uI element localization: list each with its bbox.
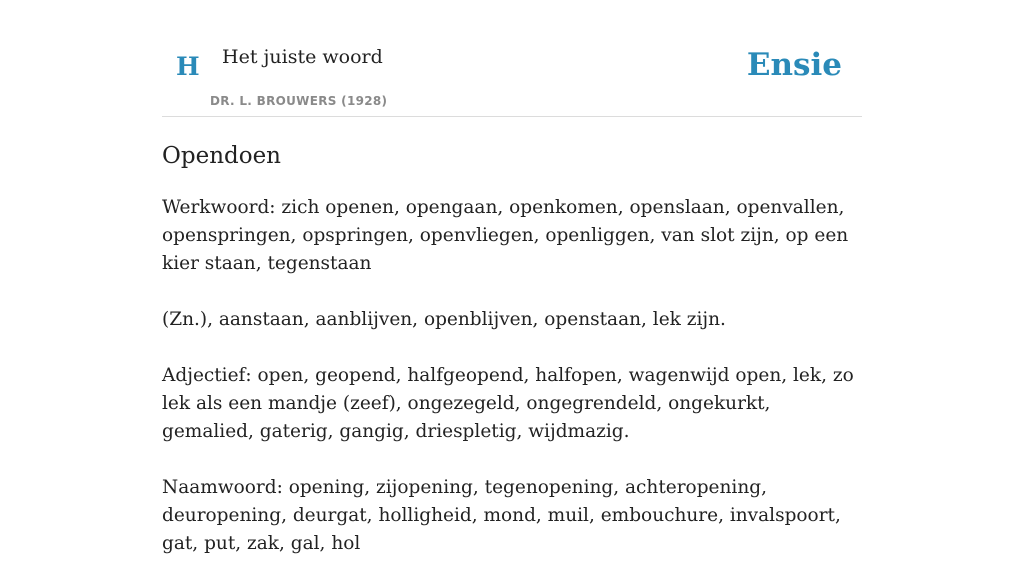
- entry-paragraph-nouns: Naamwoord: opening, zijopening, tegenopening, achteropening, deuropening, deurgat, holligheid, mond, muil, embouchure, invalspoort, gat, put, zak, gal, hol: [162, 476, 841, 554]
- entry-paragraph-adjectives: Adjectief: open, geopend, halfgeopend, halfopen, wagenwijd open, lek, zo lek als een mandje (zeef), ongezegeld, ongegrendeld, ongekurkt, gemalied, gaterig, gangig, driespletig, wijdmazig.: [162, 364, 854, 442]
- entry-paragraph-nouns-short: (Zn.), aanstaan, aanblijven, openblijven, openstaan, lek zijn.: [162, 308, 726, 330]
- book-header: [162, 0, 862, 117]
- entry-title: Opendoen: [162, 143, 281, 169]
- entry-paragraph-verbs: Werkwoord: zich openen, opengaan, openkomen, openslaan, openvallen, openspringen, opspringen, openvliegen, openliggen, van slot zijn, op een kier staan, tegenstaan: [162, 196, 849, 274]
- ensie-logo[interactable]: Ensie: [746, 47, 842, 83]
- entry-page: [162, 0, 862, 586]
- entry-body: [162, 194, 862, 558]
- book-title-link[interactable]: Het juiste woord: [222, 46, 383, 68]
- book-author: DR. L. BROUWERS (1928): [210, 94, 388, 108]
- book-letter-icon[interactable]: H: [176, 52, 200, 81]
